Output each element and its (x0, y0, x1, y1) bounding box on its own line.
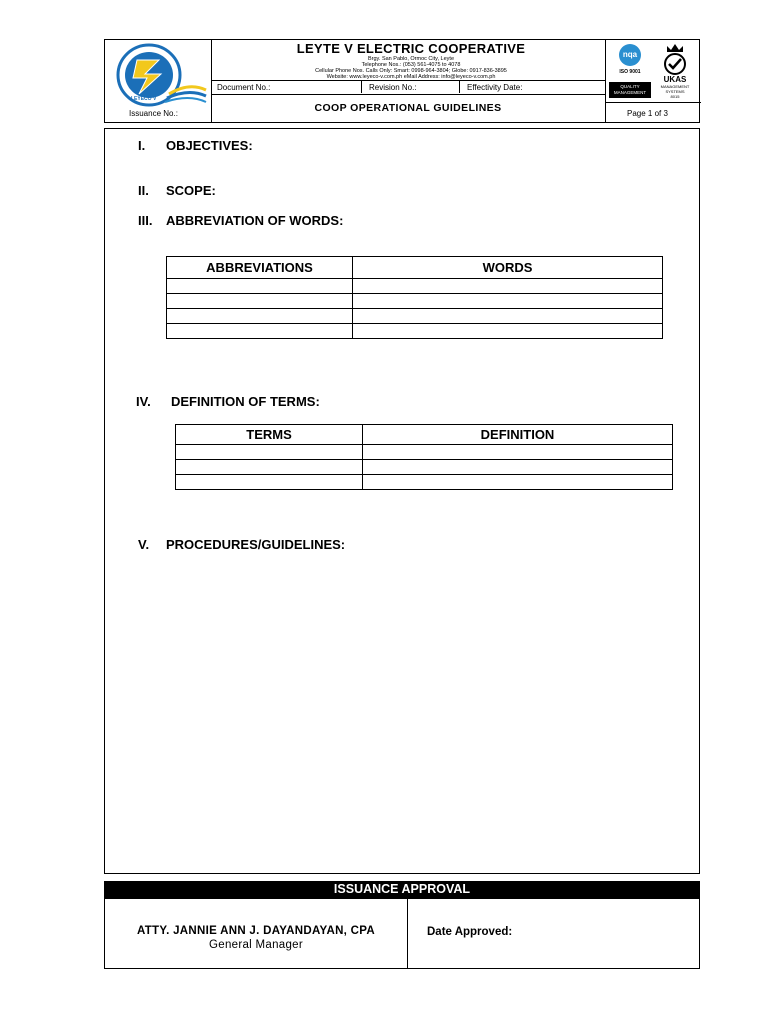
section-num-2: II. (138, 183, 149, 198)
section-num-5: V. (138, 537, 150, 552)
ukas-logo (653, 42, 697, 100)
seal-bottom-text: LEYECO V (131, 96, 157, 102)
table-row (167, 279, 663, 294)
table-row (176, 460, 673, 475)
table-row (167, 294, 663, 309)
table-row (167, 309, 663, 324)
section-abbreviation: ABBREVIATION OF WORDS: (166, 213, 344, 228)
terms-table (175, 424, 673, 490)
section-num-3: III. (138, 213, 153, 228)
document-no-label: Document No.: (217, 83, 271, 92)
table-row (176, 445, 673, 460)
section-num-4: IV. (136, 394, 151, 409)
document-header (104, 39, 700, 123)
nqa-icon: nqa (619, 44, 641, 66)
nqa-iso-logo (609, 42, 651, 100)
section-objectives: OBJECTIVES: (166, 138, 253, 153)
table-row (167, 324, 663, 339)
iso-label: ISO 9001 (619, 69, 641, 75)
section-procedures: PROCEDURES/GUIDELINES: (166, 537, 346, 552)
effectivity-date-label: Effectivity Date: (467, 83, 523, 92)
page-number: Page 1 of 3 (627, 109, 668, 118)
ukas-sub-text: MANAGEMENT SYSTEMS (660, 84, 690, 94)
coop-seal-logo (109, 42, 207, 108)
address-line-4: Website: www.leyeco-v.com.ph eMail Address: info@leyeco-v.com.ph (326, 74, 496, 80)
document-title: COOP OPERATIONAL GUIDELINES (314, 102, 502, 114)
address-line-3: Cellular Phone Nos. Calls Only: Smart: 0998-964-3804; Globe: 0917-836-3895 (315, 68, 507, 74)
date-approved-label: Date Approved: (427, 926, 513, 938)
approver-name: ATTY. JANNIE ANN J. DAYANDAYAN, CPA (136, 925, 375, 937)
words-col-header: WORDS (353, 257, 663, 279)
quality-management-badge: QUALITY MANAGEMENT (609, 82, 651, 98)
revision-no-label: Revision No.: (369, 83, 417, 92)
address-line-2: Telephone Nos.: (053) 561-4075 to 4078 (361, 62, 461, 68)
terms-col-header: TERMS (176, 425, 363, 445)
section-definition: DEFINITION OF TERMS: (171, 394, 320, 409)
document-body (104, 128, 700, 874)
company-name: LEYTE V ELECTRIC COOPERATIVE (296, 41, 526, 56)
address-line-1: Brgy. San Pablo, Ormoc City, Leyte (368, 56, 454, 62)
issuance-approval-bar: ISSUANCE APPROVAL (104, 881, 700, 898)
section-scope: SCOPE: (166, 183, 216, 198)
definition-col-header: DEFINITION (363, 425, 673, 445)
approver-position: General Manager (209, 939, 303, 951)
issuance-no-label: Issuance No.: (129, 109, 178, 118)
section-num-1: I. (138, 138, 146, 153)
approval-box (104, 898, 700, 969)
abbreviation-table (166, 256, 663, 339)
abbr-col-header: ABBREVIATIONS (167, 257, 353, 279)
table-row (176, 475, 673, 490)
crown-check-icon (653, 42, 697, 76)
ukas-text: UKAS (663, 75, 687, 84)
ukas-number: 8015 (670, 94, 680, 99)
